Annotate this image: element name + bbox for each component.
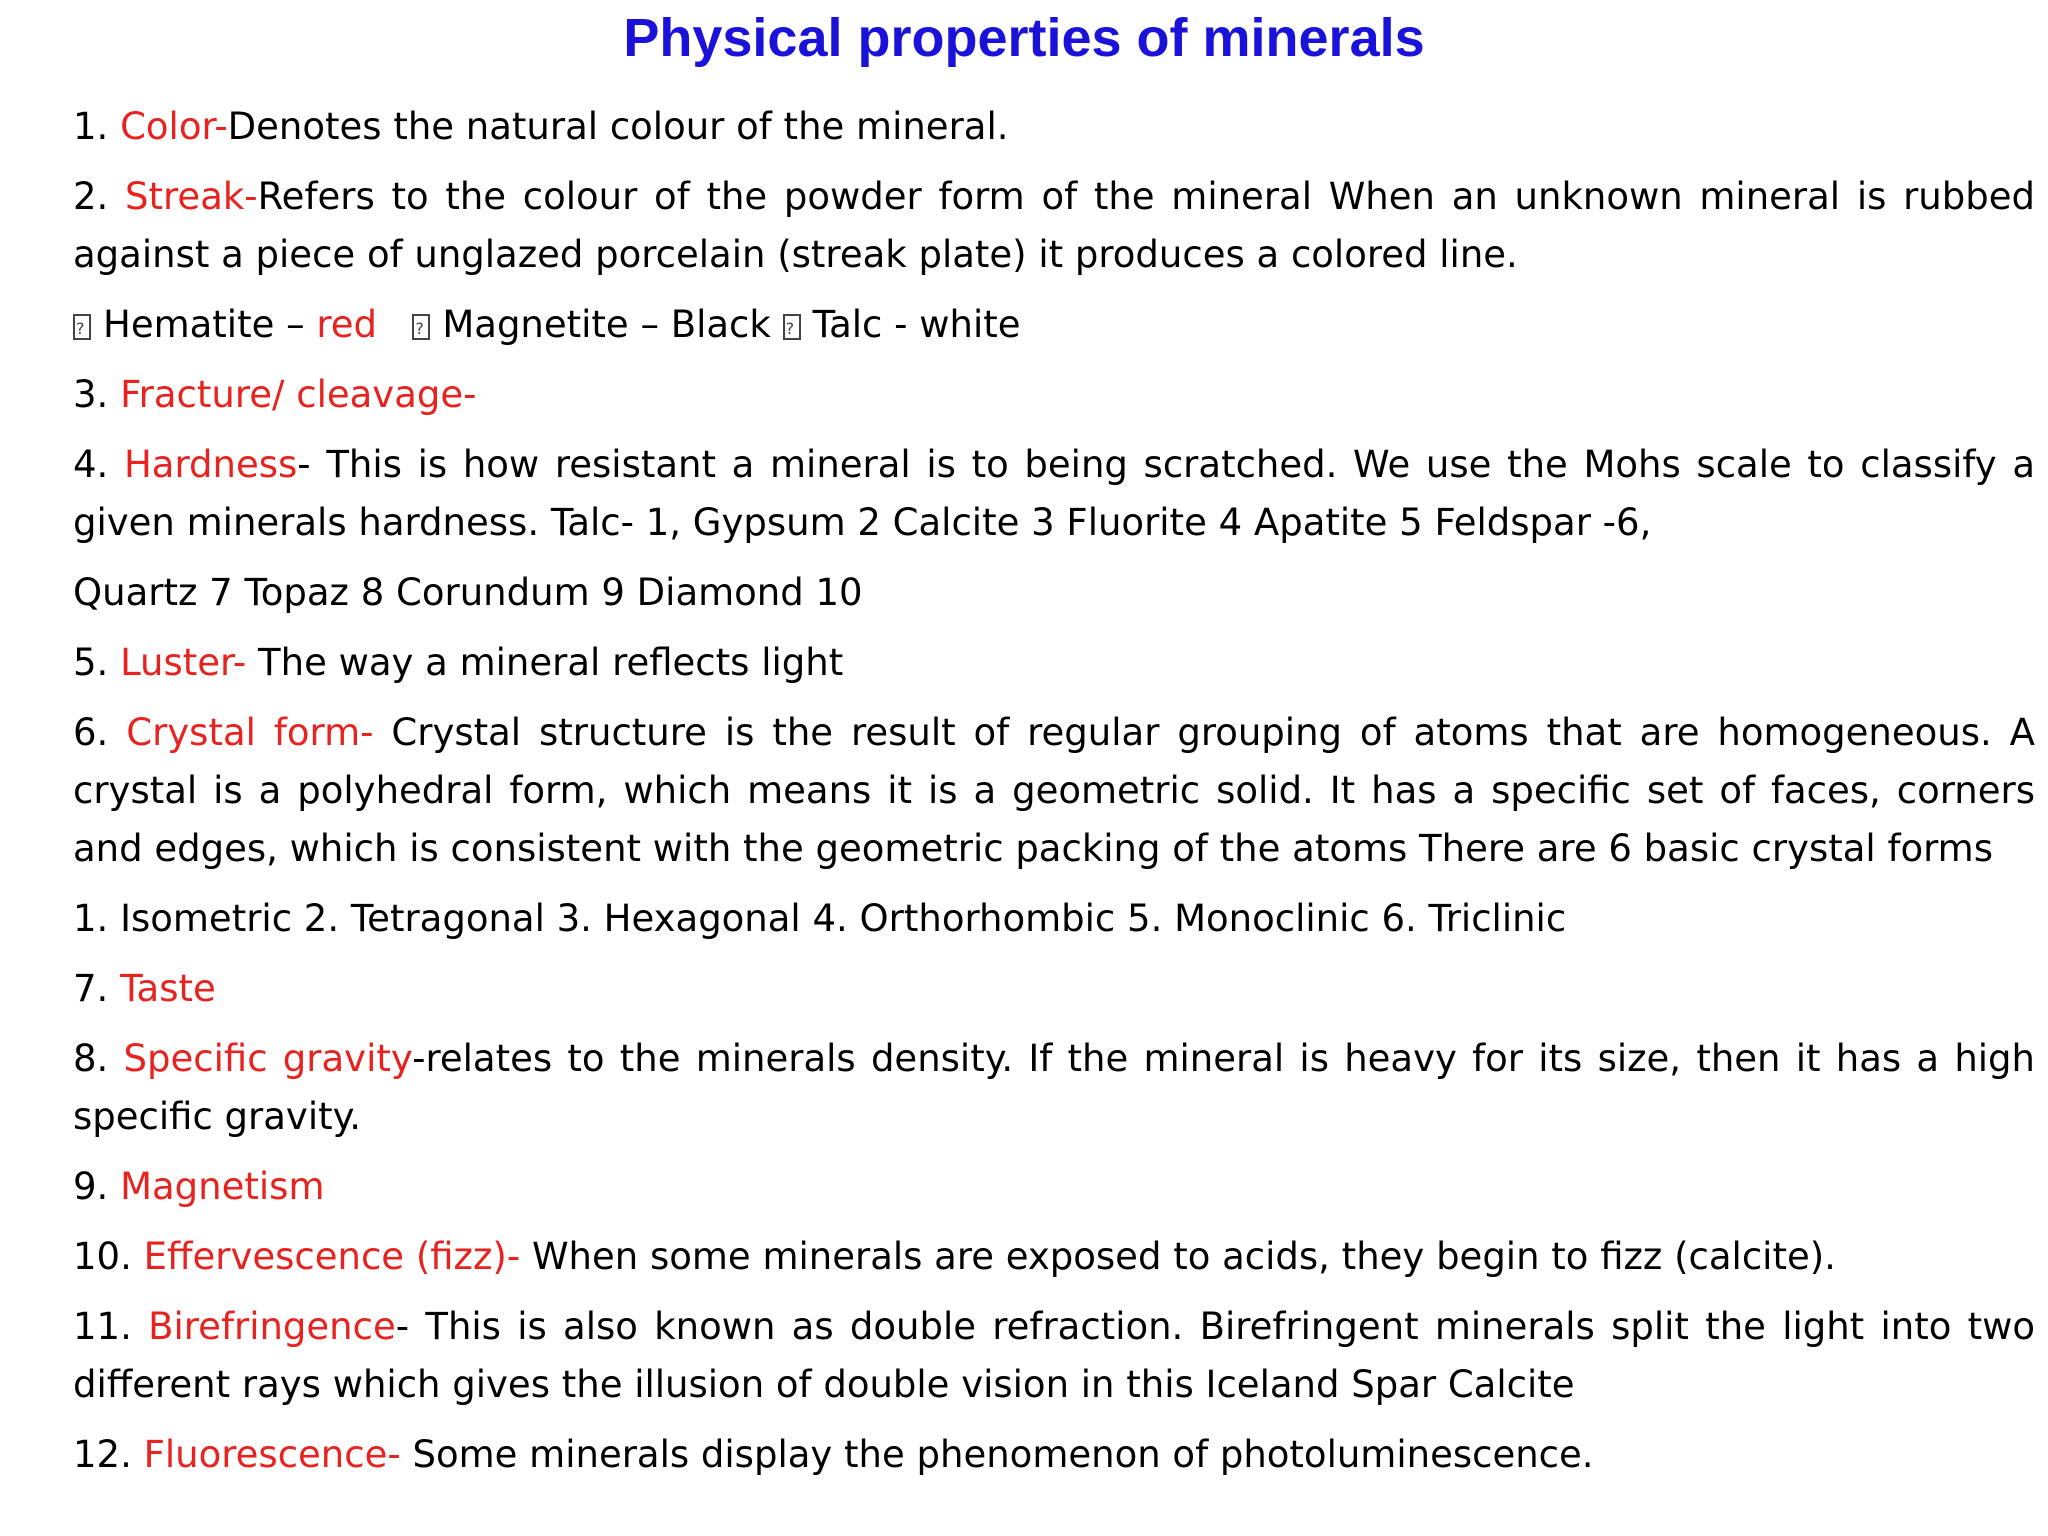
item-number: 10.	[73, 1235, 144, 1278]
item-term: Color-	[120, 105, 228, 148]
content-body	[73, 98, 2035, 1496]
item-text: - This is how resistant a mineral is to being scratched. We use the Mohs scale to classify a given minerals hardness. Talc- 1, Gypsum 2 Calcite 3 Fluorite 4 Apatite 5 Feldspar -6,	[73, 443, 2035, 544]
item-text: Denotes the natural colour of the mineral.	[227, 105, 1009, 148]
item-number: 11.	[73, 1305, 149, 1348]
item-fracture	[73, 366, 2035, 424]
example-magnetite: Magnetite – Black	[442, 303, 771, 346]
item-number: 8.	[73, 1037, 124, 1080]
item-text: Some minerals display the phenomenon of photoluminescence.	[400, 1433, 1594, 1476]
missing-glyph-box-icon	[73, 314, 91, 340]
example-hematite-color: red	[316, 303, 378, 346]
hardness-continued: Quartz 7 Topaz 8 Corundum 9 Diamond 10	[73, 571, 863, 614]
item-term: Luster-	[120, 641, 247, 684]
item-number: 4.	[73, 443, 124, 486]
item-number: 9.	[73, 1165, 121, 1208]
item-text: Refers to the colour of the powder form of the mineral When an unknown mineral is rubbed against a piece of unglazed porcelain (streak plate) it produces a colored line.	[73, 175, 2035, 276]
streak-examples	[73, 296, 2035, 354]
item-streak	[73, 168, 2035, 284]
item-term: Magnetism	[120, 1165, 325, 1208]
item-term: Taste	[120, 967, 216, 1010]
example-talc: Talc - white	[812, 303, 1021, 346]
item-text: Crystal structure is the result of regular grouping of atoms that are homogeneous. A crystal is a polyhedral form, which means it is a geometric solid. It has a specific set of faces, corners and edges, which is consistent with the geometric packing of the atoms There are 6 basic crystal forms	[73, 711, 2035, 870]
page-title: Physical properties of minerals	[623, 8, 1425, 68]
item-number: 2.	[73, 175, 126, 218]
item-term: Fluorescence-	[143, 1433, 401, 1476]
missing-glyph-box-icon	[412, 314, 430, 340]
item-specific-gravity	[73, 1030, 2035, 1146]
item-effervescence	[73, 1228, 2035, 1286]
item-taste	[73, 960, 2035, 1018]
item-number: 5.	[73, 641, 121, 684]
item-text: - This is also known as double refraction. Birefringent minerals split the light into two different rays which gives the illusion of double vision in this Iceland Spar Calcite	[73, 1305, 2036, 1406]
item-fluorescence	[73, 1426, 2035, 1484]
item-term: Hardness	[123, 443, 298, 486]
item-magnetism	[73, 1158, 2035, 1216]
item-term: Fracture/ cleavage-	[120, 373, 477, 416]
item-term: Effervescence (fizz)-	[143, 1235, 521, 1278]
item-term: Specific gravity	[123, 1037, 413, 1080]
item-text: When some minerals are exposed to acids, they begin to fizz (calcite).	[520, 1235, 1836, 1278]
crystal-forms-list: 1. Isometric 2. Tetragonal 3. Hexagonal 4. Orthorhombic 5. Monoclinic 6. Triclinic	[73, 897, 1567, 940]
item-number: 7.	[73, 967, 121, 1010]
item-crystal-form	[73, 704, 2035, 878]
item-birefringence	[73, 1298, 2035, 1414]
item-term: Birefringence	[148, 1305, 396, 1348]
item-text: -relates to the minerals density. If the mineral is heavy for its size, then it has a high specific gravity.	[73, 1037, 2035, 1138]
item-term: Crystal form-	[126, 711, 374, 754]
missing-glyph-box-icon	[783, 314, 801, 340]
item-hardness	[73, 436, 2035, 552]
item-color	[73, 98, 2035, 156]
example-hematite: Hematite –	[103, 303, 317, 346]
item-luster	[73, 634, 2035, 692]
item-text: The way a mineral reflects light	[246, 641, 844, 684]
item-number: 3.	[73, 373, 121, 416]
item-number: 12.	[73, 1433, 144, 1476]
item-number: 1.	[73, 105, 121, 148]
item-number: 6.	[73, 711, 127, 754]
item-term: Streak-	[125, 175, 258, 218]
